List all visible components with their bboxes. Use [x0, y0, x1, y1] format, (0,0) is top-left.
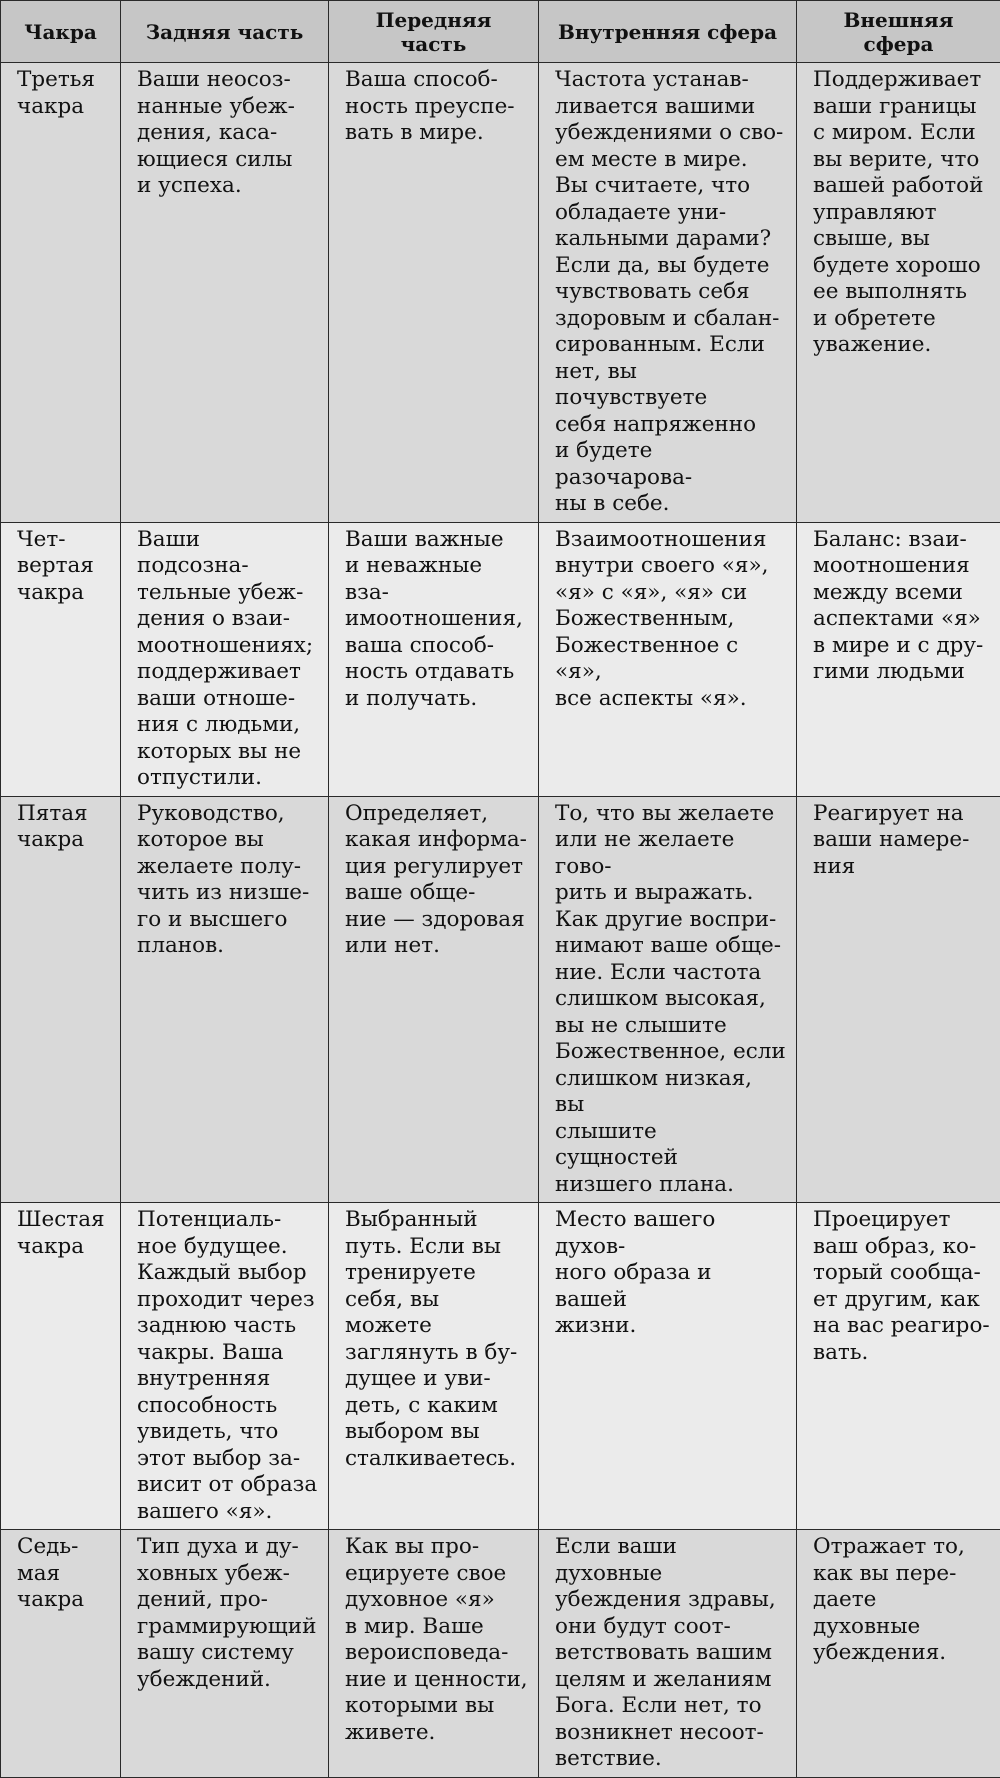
- inner-sphere-cell: То, что вы желаете или не желаете гово- рить и выражать. Как другие воспри- нимают ваше обще- ние. Если частота слишком высокая, вы не слышите Божественное, если слишком низкая, вы слышите сущностей низшего плана.: [539, 796, 797, 1203]
- front-part-cell: Определяет, какая информа- ция регулирует ваше обще- ние — здоровая или нет.: [329, 796, 539, 1203]
- front-part-cell: Как вы про- ецируете свое духовное «я» в мир. Ваше вероисповеда- ние и ценности, которыми вы живете.: [329, 1530, 539, 1778]
- chakra-name-cell: Седь- мая чакра: [1, 1530, 121, 1778]
- front-part-cell: Выбранный путь. Если вы тренируете себя, вы можете заглянуть в бу- дущее и уви- деть, с каким выбором вы сталкиваетесь.: [329, 1203, 539, 1530]
- table-row: [1, 1203, 1000, 1530]
- header-chakra: Чакра: [1, 1, 121, 63]
- back-part-cell: Ваши неосоз- нанные убеж- дения, каса- ющиеся силы и успеха.: [121, 63, 329, 523]
- front-part-cell: Ваша способ- ность преуспе- вать в мире.: [329, 63, 539, 523]
- back-part-cell: Руководство, которое вы желаете полу- чить из низше- го и высшего планов.: [121, 796, 329, 1203]
- header-outer-sphere: Внешняя сфера: [797, 1, 1000, 63]
- header-back-part: Задняя часть: [121, 1, 329, 63]
- chakra-name-cell: Пятая чакра: [1, 796, 121, 1203]
- header-inner-sphere: Внутренняя сфера: [539, 1, 797, 63]
- inner-sphere-cell: Если ваши духовные убеждения здравы, они будут соот- ветствовать вашим целям и желаниям Бога. Если нет, то возникнет несоот- ветствие.: [539, 1530, 797, 1778]
- chakra-name-cell: Шестая чакра: [1, 1203, 121, 1530]
- inner-sphere-cell: Взаимоотношения внутри своего «я», «я» с «я», «я» си Божественным, Божественное с «я», все аспекты «я».: [539, 522, 797, 796]
- table-header: [1, 1, 1000, 63]
- outer-sphere-cell: Баланс: взаи- моотношения между всеми аспектами «я» в мире и с дру- гими людьми: [797, 522, 1000, 796]
- table-row: [1, 1530, 1000, 1778]
- header-row: [1, 1, 1000, 63]
- table-row: [1, 522, 1000, 796]
- outer-sphere-cell: Поддерживает ваши границы с миром. Если вы верите, что вашей работой управляют свыше, вы будете хорошо ее выполнять и обретете уважение.: [797, 63, 1000, 523]
- outer-sphere-cell: Проецирует ваш образ, ко- торый сообща- ет другим, как на вас реагиро- вать.: [797, 1203, 1000, 1530]
- outer-sphere-cell: Отражает то, как вы пере- даете духовные убеждения.: [797, 1530, 1000, 1778]
- front-part-cell: Ваши важные и неважные вза- имоотношения, ваша способ- ность отдавать и получать.: [329, 522, 539, 796]
- back-part-cell: Тип духа и ду- ховных убеж- дений, про- граммирующий вашу систему убеждений.: [121, 1530, 329, 1778]
- inner-sphere-cell: Частота устанав- ливается вашими убеждениями о сво- ем месте в мире. Вы считаете, что обладаете уни- кальными дарами? Если да, вы будете чувствовать себя здоровым и сбалан- сированным. Если нет, вы почувствуете себя напряженно и будете разочарова- ны в себе.: [539, 63, 797, 523]
- back-part-cell: Потенциаль- ное будущее. Каждый выбор проходит через заднюю часть чакры. Ваша внутренняя способность увидеть, что этот выбор за- висит от образа вашего «я».: [121, 1203, 329, 1530]
- chakra-name-cell: Чет- вертая чакра: [1, 522, 121, 796]
- table-row: [1, 796, 1000, 1203]
- outer-sphere-cell: Реагирует на ваши намере- ния: [797, 796, 1000, 1203]
- inner-sphere-cell: Место вашего духов- ного образа и вашей жизни.: [539, 1203, 797, 1530]
- chakra-name-cell: Третья чакра: [1, 63, 121, 523]
- back-part-cell: Ваши подсозна- тельные убеж- дения о взаи- моотношениях; поддерживает ваши отноше- ния с людьми, которых вы не отпустили.: [121, 522, 329, 796]
- table-body: [1, 63, 1000, 1778]
- table-row: [1, 63, 1000, 523]
- header-front-part: Передняя часть: [329, 1, 539, 63]
